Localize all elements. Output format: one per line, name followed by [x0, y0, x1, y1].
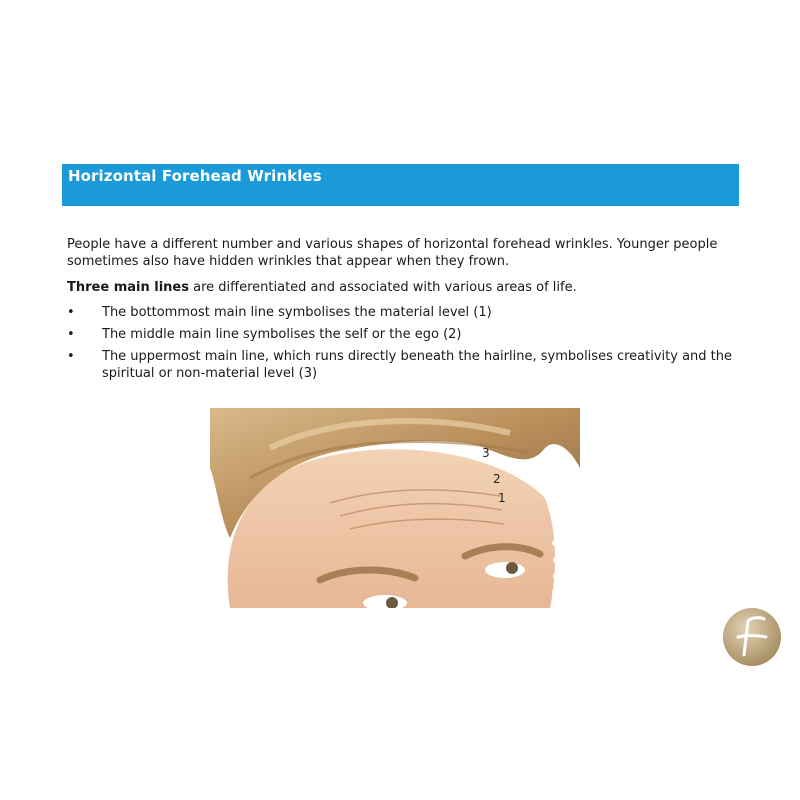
wrinkle-label-2: 2 — [493, 472, 501, 486]
wrinkle-label-3: 3 — [482, 446, 490, 460]
list-item-text: The bottommost main line symbolises the material level (1) — [102, 305, 492, 320]
bullet-icon: • — [67, 327, 75, 342]
text-content — [67, 236, 732, 387]
f-logo-icon — [722, 607, 782, 667]
page-title: Horizontal Forehead Wrinkles — [68, 167, 322, 185]
brand-logo — [722, 607, 782, 667]
list-item-text: The uppermost main line, which runs directly beneath the hairline, symbolises creativity and the spiritual or non-material level (3) — [102, 349, 733, 381]
forehead-photo — [210, 408, 580, 608]
lead-rest: are differentiated and associated with various areas of life. — [188, 280, 577, 295]
bullet-icon: • — [67, 349, 75, 364]
section-title-bar — [62, 164, 739, 206]
bullet-icon: • — [67, 305, 75, 320]
intro-paragraph: People have a different number and various shapes of horizontal forehead wrinkles. Younger people sometimes also have hidden wrinkles that appear when they frown. — [67, 237, 718, 269]
bullet-list — [67, 304, 732, 382]
list-item-text: The middle main line symbolises the self or the ego (2) — [102, 327, 462, 342]
list-item — [67, 304, 732, 321]
list-item — [67, 348, 732, 382]
wrinkle-label-1: 1 — [498, 491, 506, 505]
lead-sentence — [67, 279, 732, 296]
face-illustration — [210, 408, 580, 608]
list-item — [67, 326, 732, 343]
lead-bold: Three main lines — [67, 280, 189, 295]
